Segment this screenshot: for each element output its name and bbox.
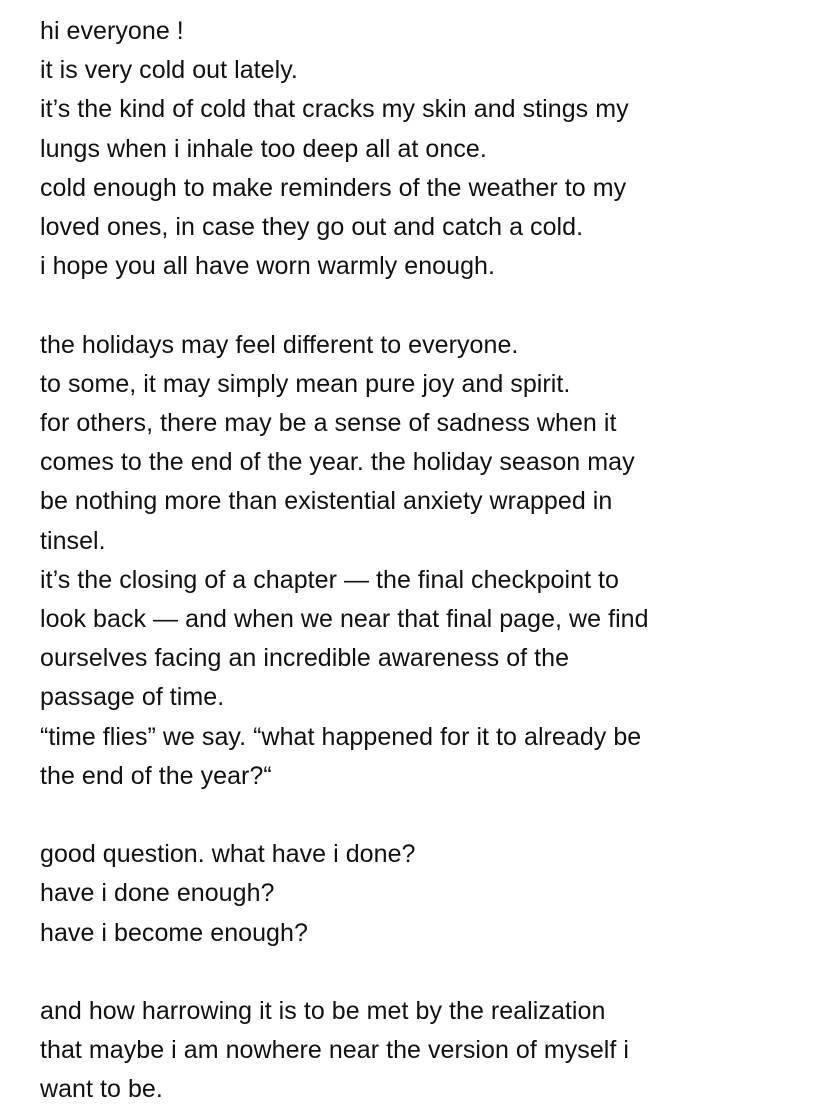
text-line: be nothing more than existential anxiety wrapped in <box>40 487 613 516</box>
paragraph-1 <box>40 12 810 286</box>
text-line: have i become enough? <box>40 918 308 947</box>
text-line: that maybe i am nowhere near the version of myself i <box>40 1036 629 1065</box>
paragraph-4 <box>40 992 810 1110</box>
text-line: ourselves facing an incredible awareness of the <box>40 644 570 673</box>
text-line: look back — and when we near that final page, we find <box>40 605 649 634</box>
text-line: “time flies” we say. “what happened for it to already be <box>40 722 642 751</box>
text-line: for others, there may be a sense of sadness when it <box>40 409 617 438</box>
text-line: have i done enough? <box>40 879 275 908</box>
note-body <box>40 12 810 1110</box>
text-line: to some, it may simply mean pure joy and spirit. <box>40 369 571 398</box>
text-line: it’s the kind of cold that cracks my skin and stings my <box>40 95 629 124</box>
text-line: it’s the closing of a chapter — the final checkpoint to <box>40 565 620 594</box>
text-line: good question. what have i done? <box>40 840 416 869</box>
text-line: it is very cold out lately. <box>40 56 298 85</box>
text-line: tinsel. <box>40 526 106 555</box>
text-line: i hope you all have worn warmly enough. <box>40 252 495 281</box>
text-line: the end of the year?“ <box>40 761 272 790</box>
text-line: cold enough to make reminders of the weather to my <box>40 173 627 202</box>
text-line: and how harrowing it is to be met by the realization <box>40 997 606 1026</box>
text-line: passage of time. <box>40 683 225 712</box>
text-line: lungs when i inhale too deep all at once. <box>40 134 487 163</box>
text-line: comes to the end of the year. the holiday season may <box>40 448 635 477</box>
text-line: the holidays may feel different to everyone. <box>40 330 519 359</box>
text-line: loved ones, in case they go out and catch a cold. <box>40 213 584 242</box>
text-line: hi everyone ! <box>40 17 184 45</box>
text-line: want to be. <box>40 1075 163 1104</box>
paragraph-3 <box>40 835 810 953</box>
paragraph-2 <box>40 326 810 796</box>
